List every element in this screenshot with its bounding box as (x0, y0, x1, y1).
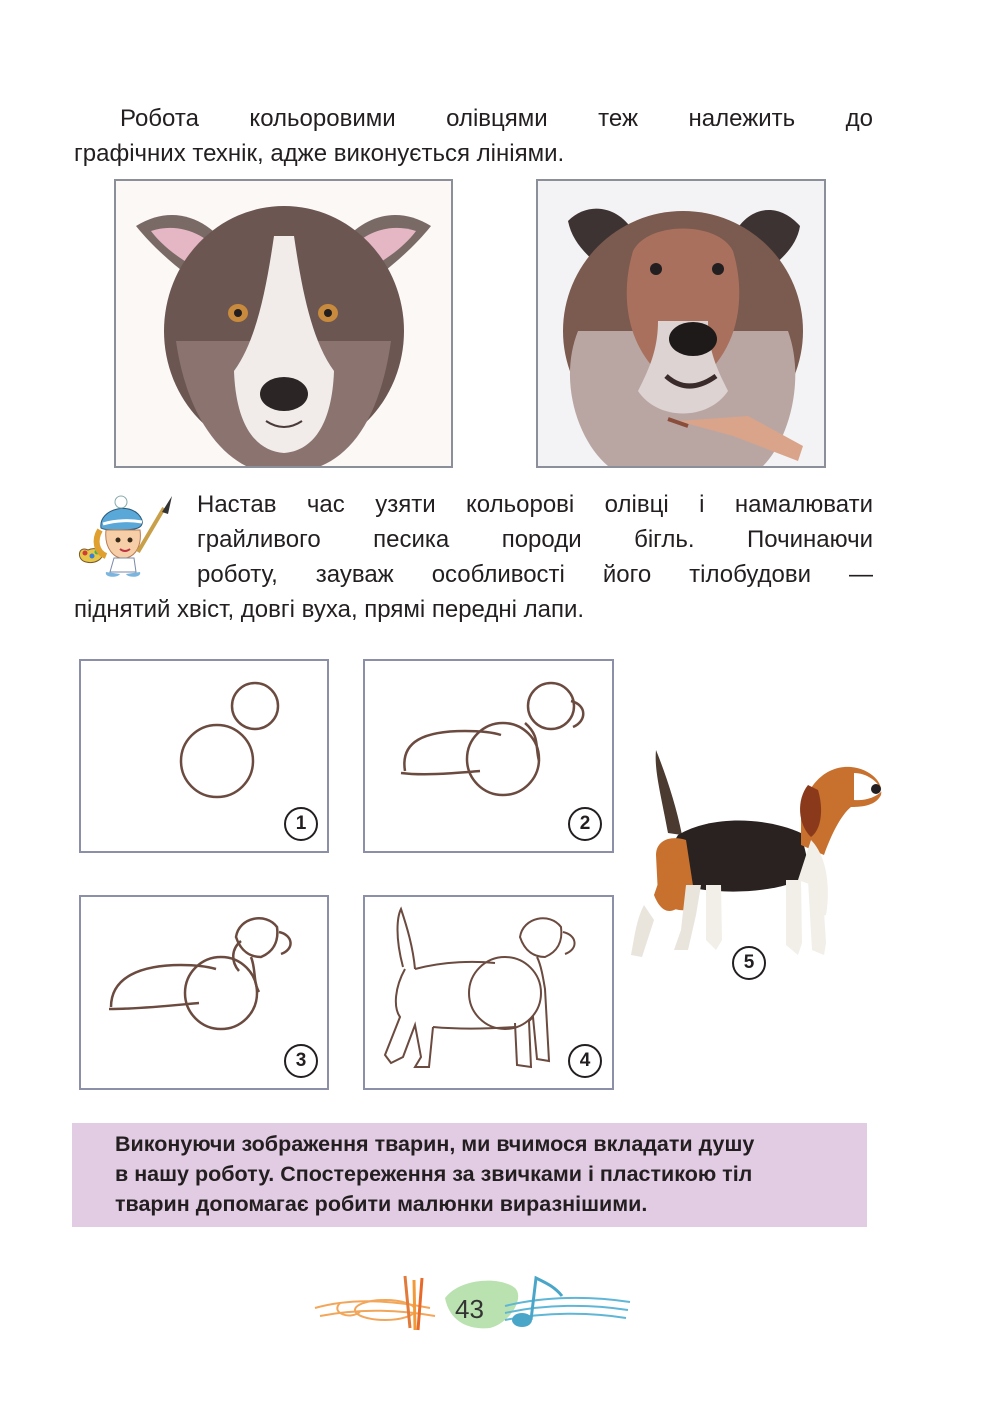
summary-note-box (72, 1123, 867, 1227)
task-line-4: піднятий хвіст, довгі вуха, прямі передні лапи. (74, 596, 585, 623)
step-4-number: 4 (568, 1044, 602, 1078)
beagle-illustration (626, 745, 888, 971)
task-paragraph (74, 487, 873, 627)
intro-line-1: Робота кольоровими олівцями теж належить до (120, 105, 873, 132)
step-5-number: 5 (732, 946, 766, 980)
collie-drawing-2 (536, 179, 826, 468)
note-line-2: в нашу роботу. Спостереження за звичками і пластикою тіл (115, 1162, 753, 1186)
task-line-2: грайливого песика породи бігль. Починаючи (197, 526, 873, 553)
step-2-frame (363, 659, 614, 853)
task-line-3: роботу, зауваж особливості його тілобудови — (197, 561, 873, 588)
step-1-number: 1 (284, 807, 318, 841)
collie-drawing-1 (114, 179, 453, 468)
step-2-number: 2 (568, 807, 602, 841)
step-3-number: 3 (284, 1044, 318, 1078)
step-4-frame (363, 895, 614, 1090)
collie-drawing-1-image (116, 181, 451, 466)
intro-paragraph (74, 101, 873, 171)
intro-line-2: графічних технік, адже виконується лініями. (74, 140, 565, 167)
collie-drawing-2-image (538, 181, 824, 466)
step-1-frame (79, 659, 329, 853)
task-line-1: Настав час узяти кольорові олівці і намалювати (197, 491, 873, 518)
note-line-3: тварин допомагає робити малюнки виразнішими. (115, 1192, 648, 1216)
step-3-frame (79, 895, 329, 1090)
page-number: 43 (455, 1294, 484, 1324)
note-line-1: Виконуючи зображення тварин, ми вчимося вкладати душу (115, 1132, 755, 1156)
